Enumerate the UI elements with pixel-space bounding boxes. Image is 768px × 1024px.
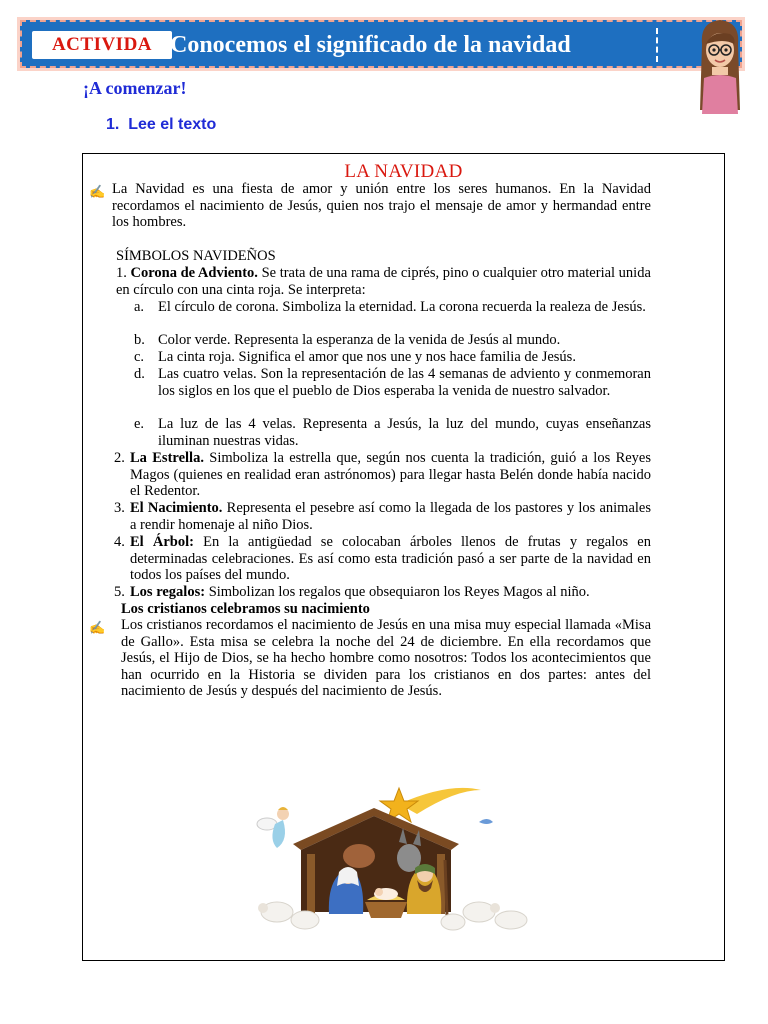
symbol-item [130, 500, 651, 533]
step-instruction [106, 116, 216, 134]
symbol-number: 2. [114, 450, 125, 466]
sub-item: La cinta roja. Significa el amor que nos une y nos hace familia de Jesús. [158, 349, 576, 365]
symbol-term: El Nacimiento. [130, 500, 223, 516]
header-banner [20, 20, 742, 68]
sub-letter: d. [134, 366, 145, 382]
symbol-text: Simboliza la estrella que, según nos cuenta la tradición, guió a los Reyes Magos (quienes en realidad eran astrónomos) para llegar hasta Belén donde había nacido el Redentor. [130, 450, 651, 500]
symbol-number: 4. [114, 534, 125, 550]
activity-badge: ACTIVIDA [32, 31, 172, 59]
symbol-term: Corona de Adviento. [130, 265, 258, 281]
symbol-item [130, 584, 651, 601]
christians-paragraph: Los cristianos recordamos el nacimiento de Jesús en una misa muy especial llamada «Misa de Gallo». Esta misa se celebra la noche del 24 de diciembre. En ella recordamos que Jesús, el Hijo de Dios, se ha hecho hombre como nosotros: Todos los acontecimientos que han ocurrido en la Historia se dividen para los cristianos en dos partes: antes del nacimiento de Jesús y después del nacimiento de Jesús. [121, 617, 651, 700]
sub-item: El círculo de corona. Simboliza la eternidad. La corona recuerda la realeza de Jesús. [158, 299, 646, 315]
reading-box [82, 153, 725, 961]
symbol-number: 3. [114, 500, 125, 516]
reading-title: LA NAVIDAD [344, 161, 463, 182]
sub-letter: c. [134, 349, 145, 365]
writing-hand-icon: ✍ [89, 620, 106, 635]
symbol-item [130, 450, 651, 500]
sub-item: Color verde. Representa la esperanza de la venida de Jesús al mundo. [158, 332, 561, 348]
symbol-text: Simbolizan los regalos que obsequiaron los Reyes Magos al niño. [205, 584, 590, 600]
writing-hand-icon: ✍ [89, 184, 106, 199]
sub-letter: a. [134, 299, 145, 315]
step-number: 1. [106, 116, 120, 133]
symbol-number: 5. [114, 584, 125, 600]
sub-item: Las cuatro velas. Son la representación de las 4 semanas de adviento y conmemoran los siglos en los que el pueblo de Dios esperaba la venida de nuestro salvador. [158, 366, 651, 399]
step-label: Lee el texto [128, 116, 217, 133]
sub-letter: e. [134, 416, 145, 432]
banner-divider [656, 28, 658, 62]
sub-letter: b. [134, 332, 145, 348]
symbol-text: Se trata de una rama de ciprés, pino o cualquier otro material unida en círculo con una cinta roja. Se interpreta: [116, 265, 651, 298]
intro-paragraph: La Navidad es una fiesta de amor y unión entre los seres humanos. En la Navidad recordamos el nacimiento de Jesús, quien nos trajo el mensaje de amor y hermandad entre los hombres. [112, 181, 651, 231]
symbol-item [130, 534, 651, 584]
section-subtitle: ¡A comenzar! [83, 78, 187, 98]
symbol-text: Representa el pesebre así como la llegada de los pastores y los animales a rendir homenaje al niño Dios. [130, 500, 652, 533]
christians-heading: Los cristianos celebramos su nacimiento [121, 601, 370, 617]
symbol-term: El Árbol: [130, 534, 194, 550]
symbol-item [116, 265, 651, 298]
page-title: Conocemos el significado de la navidad [170, 32, 571, 58]
nativity-scene [249, 784, 539, 934]
symbol-term: La Estrella. [130, 450, 204, 466]
sub-item: La luz de las 4 velas. Representa a Jesús, la luz del mundo, cuyas enseñanzas iluminan nuestras vidas. [158, 416, 651, 449]
symbol-text: En la antigüedad se colocaban árboles llenos de frutas y regalos en determinadas celebraciones. Es así como esta tradición pasó a ser parte de la navidad en todos los países del mundo. [130, 534, 651, 584]
teacher-avatar [696, 14, 744, 114]
symbols-heading: SÍMBOLOS NAVIDEÑOS [116, 248, 276, 264]
symbol-term: Los regalos: [130, 584, 206, 600]
symbol-number: 1. [116, 265, 127, 281]
